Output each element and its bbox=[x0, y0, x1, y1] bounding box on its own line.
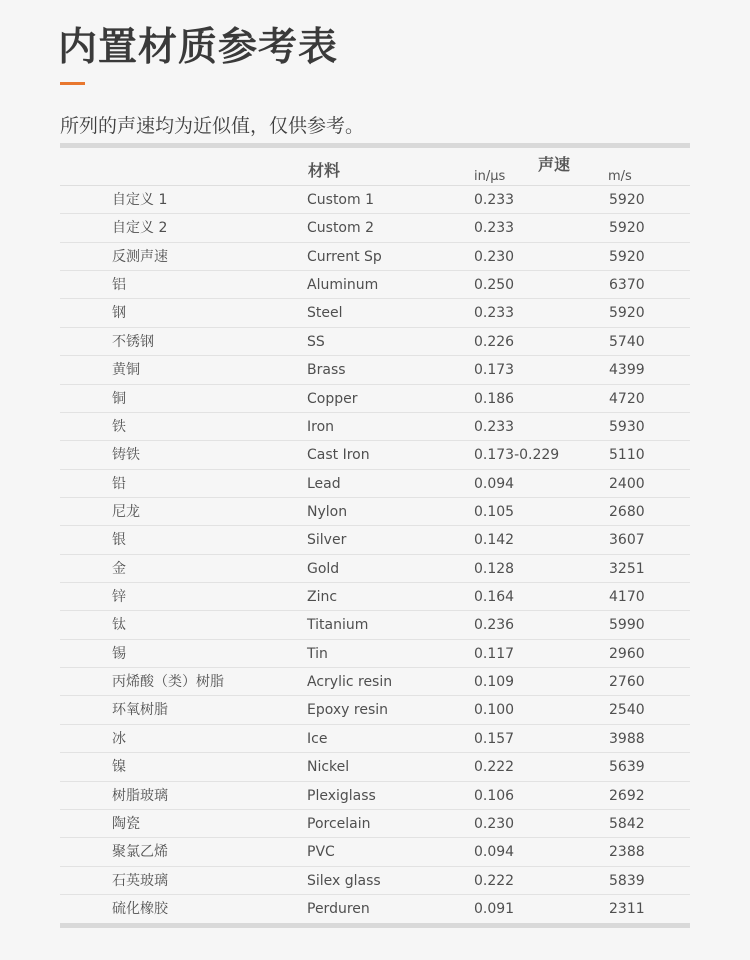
table-row bbox=[60, 696, 690, 724]
speed-in-per-us: 0.233 bbox=[474, 418, 515, 435]
speed-m-per-s: 3607 bbox=[609, 532, 645, 549]
material-name-zh: 陶瓷 bbox=[112, 815, 140, 832]
speed-in-per-us: 0.222 bbox=[474, 759, 515, 776]
material-name-en: Iron bbox=[307, 418, 335, 435]
speed-in-per-us: 0.164 bbox=[474, 589, 515, 606]
material-name-en: Titanium bbox=[307, 617, 369, 634]
table-bottom-rule bbox=[60, 923, 690, 928]
speed-m-per-s: 5839 bbox=[609, 872, 645, 889]
speed-m-per-s: 5920 bbox=[609, 305, 645, 322]
material-name-zh: 铜 bbox=[112, 390, 126, 407]
table-row bbox=[60, 640, 690, 668]
speed-m-per-s: 4170 bbox=[609, 589, 645, 606]
material-name-zh: 自定义 1 bbox=[112, 192, 168, 208]
material-name-zh: 自定义 2 bbox=[112, 220, 168, 237]
table-row bbox=[60, 470, 690, 498]
material-name-en: SS bbox=[307, 333, 325, 350]
table-row bbox=[60, 271, 690, 299]
table-row bbox=[60, 867, 690, 895]
table-row bbox=[60, 838, 690, 866]
speed-in-per-us: 0.094 bbox=[474, 475, 515, 492]
table-row bbox=[60, 441, 690, 469]
speed-in-per-us: 0.128 bbox=[474, 560, 515, 577]
speed-in-per-us: 0.173 bbox=[474, 362, 515, 379]
material-name-en: Custom 1 bbox=[307, 192, 374, 208]
material-name-en: Plexiglass bbox=[307, 787, 376, 804]
speed-in-per-us: 0.109 bbox=[474, 674, 515, 691]
material-name-zh: 钢 bbox=[112, 305, 126, 322]
speed-in-per-us: 0.091 bbox=[474, 900, 515, 917]
speed-in-per-us: 0.230 bbox=[474, 248, 515, 265]
page-title: 内置材质参考表 bbox=[58, 25, 339, 70]
table-row bbox=[60, 753, 690, 781]
speed-in-per-us: 0.173-0.229 bbox=[474, 447, 560, 464]
material-name-zh: 树脂玻璃 bbox=[112, 787, 168, 804]
material-name-en: Nickel bbox=[307, 759, 350, 776]
material-name-en: Zinc bbox=[307, 589, 338, 606]
speed-in-per-us: 0.222 bbox=[474, 872, 515, 889]
speed-in-per-us: 0.157 bbox=[474, 730, 515, 747]
material-name-en: Tin bbox=[307, 645, 328, 662]
material-name-zh: 冰 bbox=[112, 730, 126, 747]
material-name-zh: 锡 bbox=[112, 645, 126, 662]
table-row bbox=[60, 526, 690, 554]
material-name-zh: 铝 bbox=[112, 277, 126, 294]
material-name-en: Silver bbox=[307, 532, 347, 549]
speed-m-per-s: 2680 bbox=[609, 503, 645, 520]
speed-in-per-us: 0.233 bbox=[474, 192, 515, 208]
speed-in-per-us: 0.100 bbox=[474, 702, 515, 719]
speed-m-per-s: 5110 bbox=[609, 447, 645, 464]
material-name-en: Silex glass bbox=[307, 872, 381, 889]
table-row bbox=[60, 413, 690, 441]
table-row bbox=[60, 555, 690, 583]
material-name-zh: 不锈钢 bbox=[112, 333, 154, 350]
speed-in-per-us: 0.236 bbox=[474, 617, 515, 634]
table-row bbox=[60, 668, 690, 696]
speed-in-per-us: 0.233 bbox=[474, 220, 515, 237]
table-row bbox=[60, 895, 690, 923]
material-table bbox=[60, 143, 690, 928]
material-name-zh: 石英玻璃 bbox=[112, 872, 168, 889]
table-row bbox=[60, 725, 690, 753]
speed-in-per-us: 0.106 bbox=[474, 787, 515, 804]
title-accent-bar bbox=[60, 82, 85, 85]
material-name-en: Custom 2 bbox=[307, 220, 374, 237]
material-name-en: Steel bbox=[307, 305, 343, 322]
table-row bbox=[60, 243, 690, 271]
material-name-zh: 铸铁 bbox=[112, 447, 140, 464]
material-name-zh: 钛 bbox=[112, 617, 126, 634]
material-name-en: Brass bbox=[307, 362, 346, 379]
speed-in-per-us: 0.142 bbox=[474, 532, 515, 549]
speed-m-per-s: 5930 bbox=[609, 418, 645, 435]
speed-in-per-us: 0.233 bbox=[474, 305, 515, 322]
material-name-en: Gold bbox=[307, 560, 340, 577]
material-name-en: Current Sp bbox=[307, 248, 382, 265]
speed-m-per-s: 2400 bbox=[609, 475, 645, 492]
material-name-zh: 银 bbox=[112, 532, 126, 549]
speed-m-per-s: 2692 bbox=[609, 787, 645, 804]
material-name-zh: 金 bbox=[112, 560, 126, 577]
speed-in-per-us: 0.250 bbox=[474, 277, 515, 294]
speed-m-per-s: 5740 bbox=[609, 333, 645, 350]
material-name-zh: 硫化橡胶 bbox=[112, 900, 168, 917]
column-header-unit-in: in/µs bbox=[474, 169, 506, 184]
speed-in-per-us: 0.230 bbox=[474, 815, 515, 832]
column-header-unit-m: m/s bbox=[608, 169, 632, 184]
speed-m-per-s: 2540 bbox=[609, 702, 645, 719]
speed-in-per-us: 0.226 bbox=[474, 333, 515, 350]
material-name-en: Porcelain bbox=[307, 815, 371, 832]
material-name-zh: 聚氯乙烯 bbox=[112, 844, 168, 861]
table-row bbox=[60, 583, 690, 611]
table-row bbox=[60, 299, 690, 327]
speed-m-per-s: 5920 bbox=[609, 248, 645, 265]
material-name-zh: 铁 bbox=[112, 418, 126, 435]
table-row bbox=[60, 611, 690, 639]
column-header-material: 材料 bbox=[308, 161, 341, 180]
material-name-en: Nylon bbox=[307, 503, 348, 520]
speed-m-per-s: 5920 bbox=[609, 192, 645, 208]
speed-m-per-s: 5920 bbox=[609, 220, 645, 237]
material-name-zh: 锌 bbox=[112, 589, 126, 606]
material-name-en: Copper bbox=[307, 390, 358, 407]
speed-in-per-us: 0.186 bbox=[474, 390, 515, 407]
table-row bbox=[60, 214, 690, 242]
speed-m-per-s: 5639 bbox=[609, 759, 645, 776]
table-row bbox=[60, 498, 690, 526]
table-row bbox=[60, 328, 690, 356]
material-name-zh: 反测声速 bbox=[112, 248, 168, 265]
material-name-en: PVC bbox=[307, 844, 335, 861]
material-name-en: Epoxy resin bbox=[307, 702, 389, 719]
speed-m-per-s: 2760 bbox=[609, 674, 645, 691]
speed-m-per-s: 4720 bbox=[609, 390, 645, 407]
speed-m-per-s: 2388 bbox=[609, 844, 645, 861]
material-name-en: Aluminum bbox=[307, 277, 379, 294]
speed-in-per-us: 0.094 bbox=[474, 844, 515, 861]
material-name-en: Acrylic resin bbox=[307, 674, 393, 691]
material-name-en: Cast Iron bbox=[307, 447, 370, 464]
table-row bbox=[60, 782, 690, 810]
material-name-zh: 镍 bbox=[112, 759, 126, 776]
column-header-speed: 声速 bbox=[538, 155, 571, 174]
speed-m-per-s: 4399 bbox=[609, 362, 645, 379]
speed-m-per-s: 3988 bbox=[609, 730, 645, 747]
material-name-zh: 丙烯酸（类）树脂 bbox=[112, 674, 224, 691]
table-row bbox=[60, 356, 690, 384]
material-name-zh: 铅 bbox=[112, 475, 126, 492]
material-name-en: Lead bbox=[307, 475, 341, 492]
table-row bbox=[60, 385, 690, 413]
speed-m-per-s: 5990 bbox=[609, 617, 645, 634]
material-name-zh: 环氧树脂 bbox=[112, 702, 168, 719]
material-name-en: Ice bbox=[307, 730, 328, 747]
speed-in-per-us: 0.117 bbox=[474, 645, 515, 662]
speed-m-per-s: 3251 bbox=[609, 560, 645, 577]
table-row bbox=[60, 186, 690, 214]
material-name-en: Perduren bbox=[307, 900, 370, 917]
speed-m-per-s: 2311 bbox=[609, 900, 645, 917]
subtitle: 所列的声速均为近似值，仅供参考。 bbox=[60, 115, 365, 137]
material-name-zh: 尼龙 bbox=[112, 503, 140, 520]
table-header bbox=[60, 148, 690, 186]
table-row bbox=[60, 810, 690, 838]
material-name-zh: 黄铜 bbox=[112, 362, 140, 379]
speed-m-per-s: 6370 bbox=[609, 277, 645, 294]
speed-m-per-s: 2960 bbox=[609, 645, 645, 662]
speed-in-per-us: 0.105 bbox=[474, 503, 515, 520]
table-body bbox=[60, 186, 690, 923]
speed-m-per-s: 5842 bbox=[609, 815, 645, 832]
